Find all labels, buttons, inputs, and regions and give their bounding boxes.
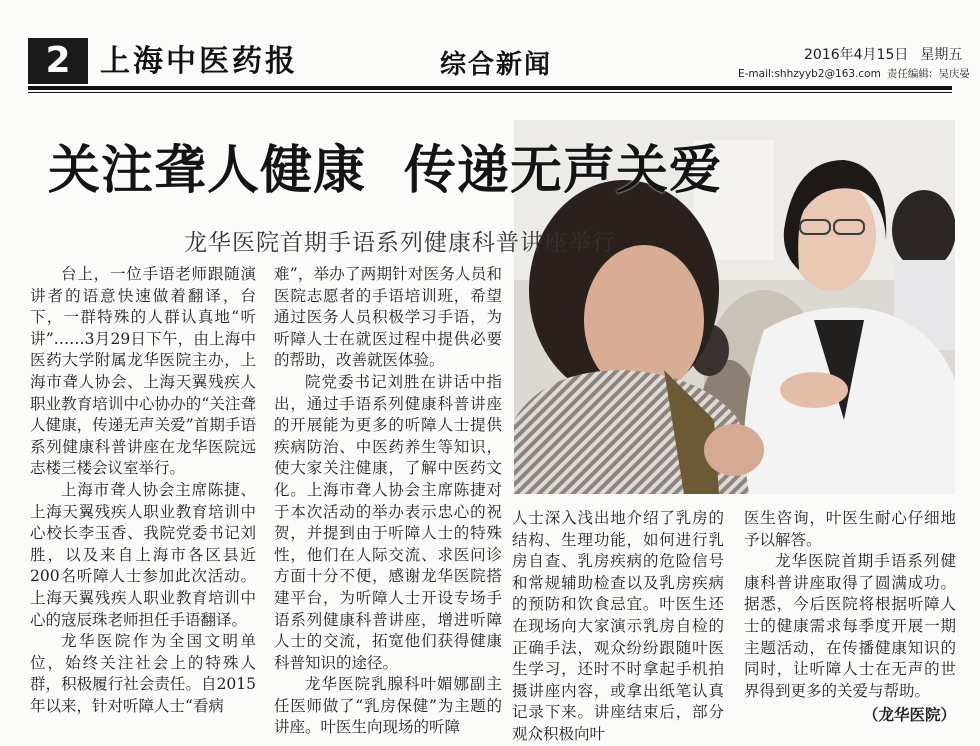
publication-date <box>804 44 962 64</box>
paragraph: 医生咨询，叶医生耐心仔细地予以解答。 <box>744 509 956 549</box>
article-byline: （龙华医院） <box>862 705 956 725</box>
paragraph: 台上，一位手语老师跟随演讲者的语意快速做着翻译，台下，一群特殊的人群认真地“听讲”……3月29日下午，由上海中医药大学附属龙华医院主办，上海市聋人协会、上海天翼残疾人职业教育培训中心协办的“关注聋人健康，传递无声关爱”首期手语系列健康科普讲座在龙华医院远志楼三楼会议室举行。 <box>30 265 256 478</box>
contact-line <box>738 66 970 81</box>
headline-part-2: 传递无声关爱 <box>404 140 723 201</box>
paragraph: 院党委书记刘胜在讲话中指出，通过手语系列健康科普讲座的开展能为更多的听障人士提供疾病防治、中医药养生等知识，使大家关注健康，了解中医药文化。上海市聋人协会主席陈捷对于本次活动的举办表示忠心的祝贺，并提到由于听障人士的特殊性，他们在人际交流、求医问诊方面十分不便，感谢龙华医院搭建平台，为听障人士开设专场手语系列健康科普讲座，增进听障人士的交流，拓宽他们获得健康科普知识的途径。 <box>274 372 502 672</box>
page-number: 2 <box>28 38 88 84</box>
paragraph: 人士深入浅出地介绍了乳房的结构、生理功能，如何进行乳房自查、乳房疾病的危险信号和常规辅助检查以及乳房疾病的预防和饮食忌宜。叶医生还在现场向大家演示乳房自检的正确手法，观众纷纷跟随叶医生学习，还时不时拿起手机拍摄讲座内容，或拿出纸笔认真记录下来。讲座结束后，部分观众积极向叶 <box>512 509 724 743</box>
paragraph: 龙华医院乳腺科叶媚娜副主任医师做了“乳房保健”为主题的讲座。叶医生向现场的听障 <box>274 675 502 737</box>
editor-name: 吴庆晏 <box>938 68 970 80</box>
email-text: E-mail:shhzyyb2@163.com <box>738 68 881 80</box>
section-title: 综合新闻 <box>440 50 553 80</box>
paragraph: 上海市聋人协会主席陈捷、上海天翼残疾人职业教育培训中心校长李玉香、我院党委书记刘胜，以及来自上海市各区县近200名听障人士参加此次活动。上海天翼残疾人职业教育培训中心的寇辰珠老师担任手语翻译。 <box>30 480 256 629</box>
article-column-1 <box>30 264 256 717</box>
headline-part-1: 关注聋人健康 <box>48 140 367 201</box>
weekday-text: 星期五 <box>920 47 963 63</box>
masthead-rule-thin <box>28 92 952 93</box>
date-text: 2016年4月15日 <box>804 47 909 63</box>
article-headline <box>48 128 722 203</box>
article-column-2 <box>274 264 502 739</box>
article-column-3 <box>512 508 724 746</box>
masthead-rule-thick <box>28 86 952 90</box>
article-column-4 <box>744 508 956 726</box>
editor-label: 责任编辑: <box>886 68 933 80</box>
newspaper-name: 上海中医药报 <box>100 44 298 79</box>
paragraph: 龙华医院首期手语系列健康科普讲座取得了圆满成功。据悉，今后医院将根据听障人士的健康需求每季度开展一期主题活动，在传播健康知识的同时，让听障人士在无声的世界得到更多的关爱与帮助。 <box>744 552 956 700</box>
article-subheadline: 龙华医院首期手语系列健康科普讲座举行 <box>184 230 616 256</box>
paragraph: 难”，举办了两期针对医务人员和医院志愿者的手语培训班，希望通过医务人员积极学习手语，为听障人士在就医过程中提供必要的帮助，改善就医体验。 <box>274 265 502 370</box>
paragraph: 龙华医院作为全国文明单位，始终关注社会上的特殊人群，积极履行社会责任。自2015年以来，针对听障人士“看病 <box>30 632 256 715</box>
